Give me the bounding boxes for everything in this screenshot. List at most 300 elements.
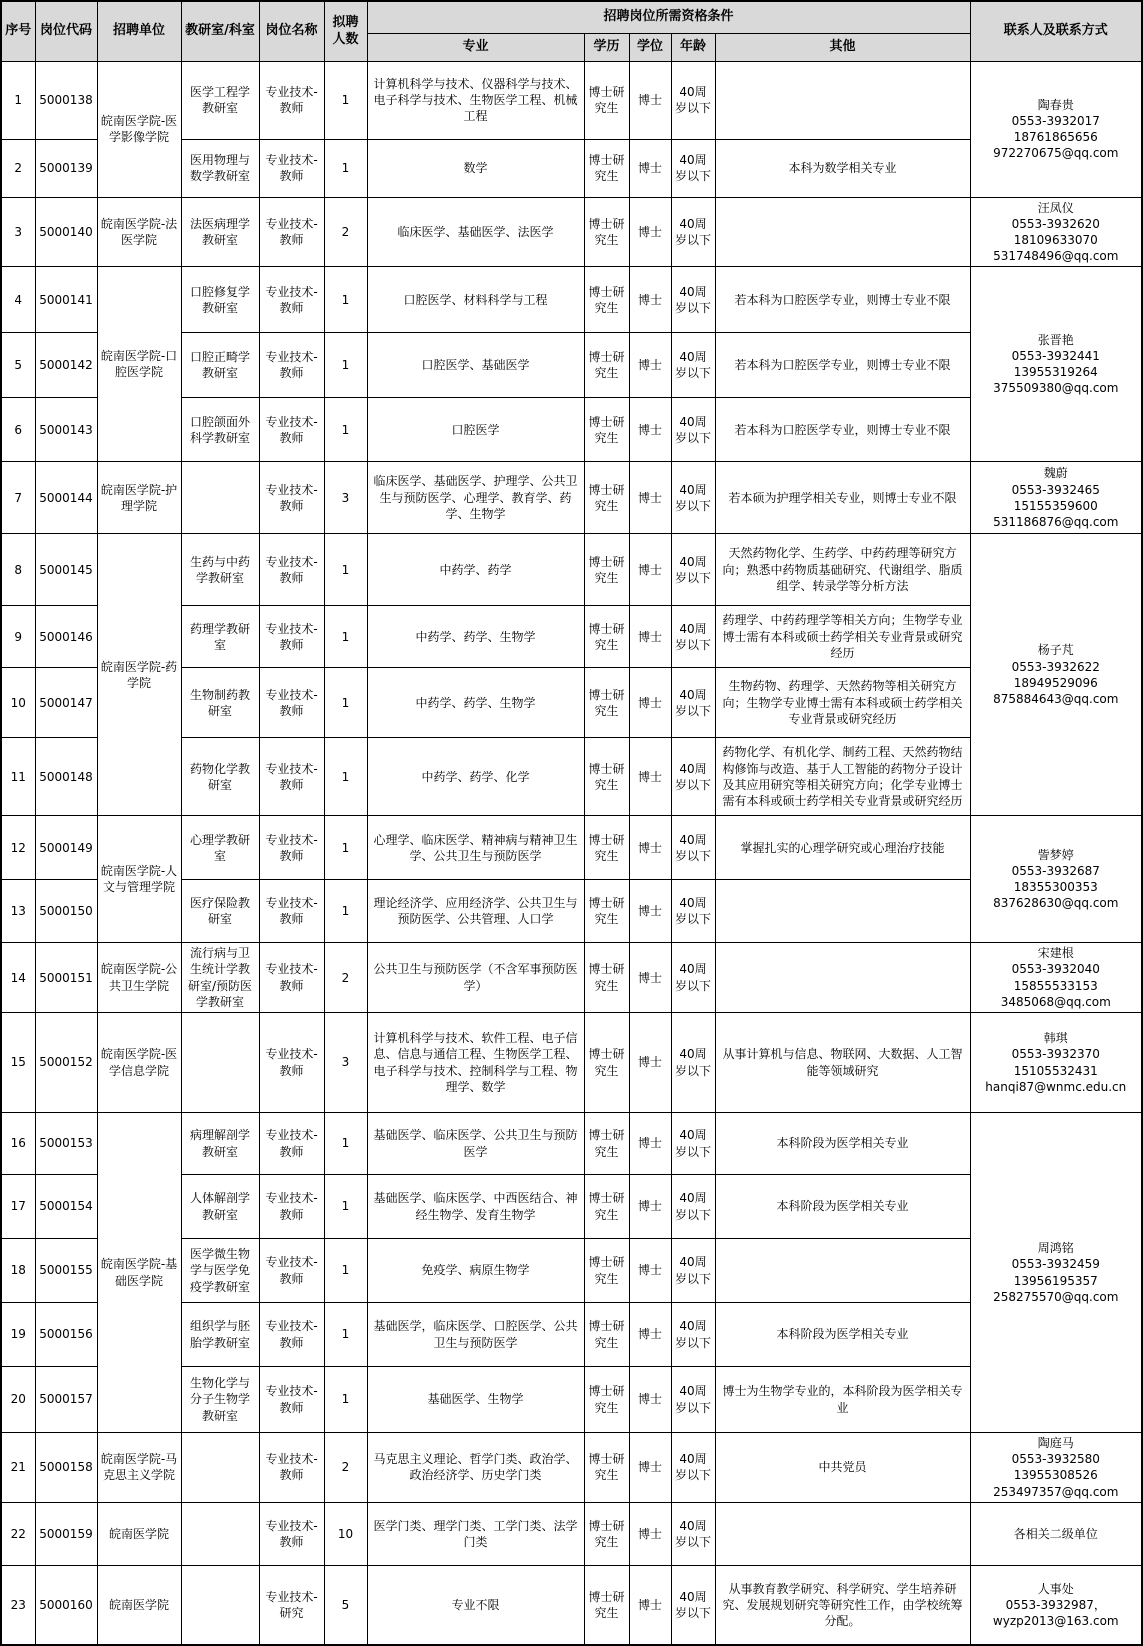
- cell-other: 天然药物化学、生药学、中药药理等研究方向；熟悉中药物质基础研究、代谢组学、脂质组学、转录学等分析方法: [715, 534, 970, 606]
- col-header-age: 年龄: [671, 33, 715, 61]
- contact-line: 杨子芃: [1037, 643, 1074, 658]
- cell-degree: 博士: [629, 197, 671, 267]
- cell-title: 专业技术-教师: [259, 880, 324, 943]
- cell-other: 若本科为口腔医学专业，则博士专业不限: [715, 398, 970, 462]
- cell-unit: 皖南医学院: [97, 1502, 181, 1565]
- cell-unit: 皖南医学院-人文与管理学院: [97, 816, 181, 943]
- cell-dept: 口腔正畸学教研室: [181, 333, 259, 398]
- contact-line: 宋建根: [1037, 946, 1074, 961]
- contact-line: 张晋艳: [1037, 332, 1074, 347]
- cell-count: 1: [324, 398, 367, 462]
- contact-line: 0553-3932459: [1011, 1257, 1100, 1272]
- contact-line: 0553-3932370: [1011, 1047, 1100, 1062]
- cell-other: [715, 61, 970, 139]
- cell-title: 专业技术-教师: [259, 1303, 324, 1367]
- col-header-major: 专业: [367, 33, 584, 61]
- cell-edu: 博士研究生: [584, 197, 629, 267]
- contact-line: 13955319264: [1013, 365, 1098, 380]
- cell-edu: 博士研究生: [584, 606, 629, 668]
- cell-edu: 博士研究生: [584, 267, 629, 333]
- cell-code: 5000157: [35, 1367, 97, 1433]
- cell-code: 5000155: [35, 1239, 97, 1303]
- cell-other: [715, 943, 970, 1013]
- cell-contact: [970, 267, 1142, 462]
- cell-title: 专业技术-教师: [259, 462, 324, 534]
- cell-title: 专业技术-教师: [259, 398, 324, 462]
- cell-other: 若本科为口腔医学专业，则博士专业不限: [715, 333, 970, 398]
- cell-age: 40周岁以下: [671, 462, 715, 534]
- table-header: [1, 1, 1142, 61]
- cell-age: 40周岁以下: [671, 1367, 715, 1433]
- table-row: [1, 816, 1142, 880]
- cell-age: 40周岁以下: [671, 1175, 715, 1239]
- cell-edu: 博士研究生: [584, 462, 629, 534]
- cell-title: 专业技术-教师: [259, 333, 324, 398]
- contact-line: 18761865656: [1013, 130, 1098, 144]
- cell-title: 专业技术-教师: [259, 943, 324, 1013]
- contact-line: 周鸿铭: [1037, 1241, 1074, 1256]
- cell-other: [715, 197, 970, 267]
- contact-line: 531186876@qq.com: [993, 514, 1119, 529]
- cell-age: 40周岁以下: [671, 267, 715, 333]
- cell-edu: 博士研究生: [584, 668, 629, 738]
- cell-count: 3: [324, 462, 367, 534]
- cell-edu: 博士研究生: [584, 1303, 629, 1367]
- cell-major: 临床医学、基础医学、护理学、公共卫生与预防医学、心理学、教育学、药学、生物学: [367, 462, 584, 534]
- cell-degree: 博士: [629, 1303, 671, 1367]
- cell-no: 12: [1, 816, 35, 880]
- cell-no: 17: [1, 1175, 35, 1239]
- cell-major: 公共卫生与预防医学（不含军事预防医学）: [367, 943, 584, 1013]
- cell-degree: 博士: [629, 606, 671, 668]
- contact-line: 837628630@qq.com: [993, 896, 1119, 911]
- cell-unit: 皖南医学院-口腔医学院: [97, 267, 181, 462]
- cell-dept: 口腔颌面外科学教研室: [181, 398, 259, 462]
- cell-no: 5: [1, 333, 35, 398]
- cell-major: 中药学、药学: [367, 534, 584, 606]
- cell-age: 40周岁以下: [671, 943, 715, 1013]
- cell-degree: 博士: [629, 398, 671, 462]
- col-header-contact: 联系人及联系方式: [970, 1, 1142, 61]
- cell-major: 医学门类、理学门类、工学门类、法学门类: [367, 1502, 584, 1565]
- cell-no: 19: [1, 1303, 35, 1367]
- cell-title: 专业技术-教师: [259, 61, 324, 139]
- cell-age: 40周岁以下: [671, 398, 715, 462]
- cell-count: 1: [324, 1175, 367, 1239]
- table-row: [1, 1013, 1142, 1113]
- table-row: [1, 1565, 1142, 1645]
- contact-line: 人事处: [1037, 1581, 1074, 1596]
- cell-title: 专业技术-教师: [259, 1175, 324, 1239]
- contact-line: 0553-3932987，: [1005, 1597, 1106, 1612]
- cell-no: 7: [1, 462, 35, 534]
- cell-no: 9: [1, 606, 35, 668]
- cell-edu: 博士研究生: [584, 534, 629, 606]
- cell-code: 5000153: [35, 1113, 97, 1175]
- cell-dept: 药物化学教研室: [181, 738, 259, 816]
- contact-line: 258275570@qq.com: [993, 1289, 1119, 1304]
- cell-count: 1: [324, 738, 367, 816]
- cell-title: 专业技术-教师: [259, 738, 324, 816]
- cell-count: 10: [324, 1502, 367, 1565]
- cell-other: 若本硕为护理学相关专业，则博士专业不限: [715, 462, 970, 534]
- cell-count: 1: [324, 1239, 367, 1303]
- cell-dept: 流行病与卫生统计学教研室/预防医学教研室: [181, 943, 259, 1013]
- cell-edu: 博士研究生: [584, 1502, 629, 1565]
- contact-line: 18949529096: [1013, 675, 1098, 690]
- cell-contact: [970, 534, 1142, 816]
- cell-title: 专业技术-教师: [259, 1113, 324, 1175]
- cell-edu: 博士研究生: [584, 816, 629, 880]
- contact-line: 0553-3932040: [1011, 962, 1100, 977]
- cell-code: 5000151: [35, 943, 97, 1013]
- cell-unit: 皖南医学院-药学院: [97, 534, 181, 816]
- cell-code: 5000159: [35, 1502, 97, 1565]
- cell-age: 40周岁以下: [671, 1502, 715, 1565]
- cell-age: 40周岁以下: [671, 1303, 715, 1367]
- cell-edu: 博士研究生: [584, 1367, 629, 1433]
- cell-count: 1: [324, 606, 367, 668]
- contact-line: 3485068@qq.com: [1000, 994, 1111, 1009]
- cell-title: 专业技术-教师: [259, 1367, 324, 1433]
- cell-major: 基础医学、生物学: [367, 1367, 584, 1433]
- cell-degree: 博士: [629, 61, 671, 139]
- cell-no: 2: [1, 139, 35, 197]
- cell-code: 5000142: [35, 333, 97, 398]
- cell-unit: 皖南医学院-基础医学院: [97, 1113, 181, 1433]
- cell-code: 5000160: [35, 1565, 97, 1645]
- cell-count: 1: [324, 139, 367, 197]
- cell-code: 5000147: [35, 668, 97, 738]
- cell-code: 5000148: [35, 738, 97, 816]
- contact-line: 韩琪: [1043, 1031, 1068, 1046]
- cell-code: 5000141: [35, 267, 97, 333]
- col-header-no: 序号: [1, 1, 35, 61]
- cell-dept: 生物化学与分子生物学教研室: [181, 1367, 259, 1433]
- cell-degree: 博士: [629, 943, 671, 1013]
- cell-dept: 组织学与胚胎学教研室: [181, 1303, 259, 1367]
- cell-code: 5000154: [35, 1175, 97, 1239]
- cell-major: 基础医学，临床医学、口腔医学、公共卫生与预防医学: [367, 1303, 584, 1367]
- cell-edu: 博士研究生: [584, 139, 629, 197]
- cell-dept: 生药与中药学教研室: [181, 534, 259, 606]
- cell-edu: 博士研究生: [584, 1175, 629, 1239]
- cell-degree: 博士: [629, 139, 671, 197]
- cell-other: 从事计算机与信息、物联网、大数据、人工智能等领域研究: [715, 1013, 970, 1113]
- contact-line: hanqi87@wnmc.edu.cn: [985, 1079, 1127, 1094]
- cell-age: 40周岁以下: [671, 1113, 715, 1175]
- col-header-other: 其他: [715, 33, 970, 61]
- cell-edu: 博士研究生: [584, 61, 629, 139]
- contact-line: 13956195357: [1013, 1273, 1098, 1288]
- cell-no: 22: [1, 1502, 35, 1565]
- cell-count: 1: [324, 880, 367, 943]
- contact-line: 253497357@qq.com: [993, 1484, 1119, 1499]
- contact-line: 陶庭马: [1037, 1436, 1074, 1450]
- col-header-degree: 学位: [629, 33, 671, 61]
- cell-no: 11: [1, 738, 35, 816]
- table-row: [1, 1433, 1142, 1503]
- contact-line: 0553-3932620: [1011, 216, 1100, 231]
- contact-line: 972270675@qq.com: [993, 146, 1119, 161]
- cell-dept: [181, 1433, 259, 1503]
- contact-line: 陶春贵: [1037, 97, 1074, 112]
- cell-degree: 博士: [629, 1175, 671, 1239]
- cell-code: 5000140: [35, 197, 97, 267]
- cell-no: 10: [1, 668, 35, 738]
- cell-count: 1: [324, 668, 367, 738]
- cell-major: 免疫学、病原生物学: [367, 1239, 584, 1303]
- cell-dept: 医疗保险教研室: [181, 880, 259, 943]
- cell-major: 口腔医学、材料科学与工程: [367, 267, 584, 333]
- cell-degree: 博士: [629, 267, 671, 333]
- cell-count: 2: [324, 197, 367, 267]
- cell-age: 40周岁以下: [671, 1565, 715, 1645]
- cell-code: 5000150: [35, 880, 97, 943]
- table-row: [1, 197, 1142, 267]
- cell-dept: [181, 1565, 259, 1645]
- cell-age: 40周岁以下: [671, 1239, 715, 1303]
- cell-other: 本科为数学相关专业: [715, 139, 970, 197]
- cell-degree: 博士: [629, 1367, 671, 1433]
- cell-degree: 博士: [629, 1502, 671, 1565]
- table-row: [1, 534, 1142, 606]
- cell-title: 专业技术-教师: [259, 197, 324, 267]
- cell-code: 5000139: [35, 139, 97, 197]
- cell-dept: [181, 1502, 259, 1565]
- cell-dept: 医学微生物学与医学免疫学教研室: [181, 1239, 259, 1303]
- cell-no: 20: [1, 1367, 35, 1433]
- cell-degree: 博士: [629, 1433, 671, 1503]
- contact-line: 各相关二级单位: [1013, 1526, 1098, 1541]
- cell-title: 专业技术-教师: [259, 267, 324, 333]
- cell-major: 中药学、药学、生物学: [367, 668, 584, 738]
- cell-degree: 博士: [629, 462, 671, 534]
- cell-major: 口腔医学、基础医学: [367, 333, 584, 398]
- cell-age: 40周岁以下: [671, 1013, 715, 1113]
- cell-unit: 皖南医学院-公共卫生学院: [97, 943, 181, 1013]
- cell-major: 马克思主义理论、哲学门类、政治学、政治经济学、历史学门类: [367, 1433, 584, 1503]
- cell-major: 心理学、临床医学、精神病与精神卫生学、公共卫生与预防医学: [367, 816, 584, 880]
- cell-title: 专业技术-教师: [259, 816, 324, 880]
- contact-line: 0553-3932687: [1011, 864, 1100, 879]
- cell-other: 若本科为口腔医学专业，则博士专业不限: [715, 267, 970, 333]
- cell-major: 计算机科学与技术、软件工程、电子信息、信息与通信工程、生物医学工程、电子科学与技术、控制科学与工程、物理学、数学: [367, 1013, 584, 1113]
- cell-other: [715, 1502, 970, 1565]
- cell-age: 40周岁以下: [671, 816, 715, 880]
- cell-edu: 博士研究生: [584, 1565, 629, 1645]
- cell-major: 专业不限: [367, 1565, 584, 1645]
- cell-age: 40周岁以下: [671, 333, 715, 398]
- cell-degree: 博士: [629, 1013, 671, 1113]
- cell-title: 专业技术-教师: [259, 606, 324, 668]
- cell-title: 专业技术-教师: [259, 1502, 324, 1565]
- cell-count: 1: [324, 1113, 367, 1175]
- cell-edu: 博士研究生: [584, 1239, 629, 1303]
- cell-age: 40周岁以下: [671, 197, 715, 267]
- cell-age: 40周岁以下: [671, 880, 715, 943]
- cell-other: 中共党员: [715, 1433, 970, 1503]
- col-header-code: 岗位代码: [35, 1, 97, 61]
- cell-dept: 病理解剖学教研室: [181, 1113, 259, 1175]
- cell-other: 本科阶段为医学相关专业: [715, 1113, 970, 1175]
- cell-age: 40周岁以下: [671, 139, 715, 197]
- cell-major: 基础医学、临床医学、中西医结合、神经生物学、发育生物学: [367, 1175, 584, 1239]
- cell-contact: [970, 1502, 1142, 1565]
- cell-edu: 博士研究生: [584, 880, 629, 943]
- cell-unit: 皖南医学院: [97, 1565, 181, 1645]
- table-body: [1, 61, 1142, 1645]
- contact-line: 0553-3932017: [1011, 113, 1100, 128]
- cell-other: 药物化学、有机化学、制药工程、天然药物结构修饰与改造、基于人工智能的药物分子设计及其应用研究等相关研究方向；化学专业博士需有本科或硕士药学相关专业背景或研究经历: [715, 738, 970, 816]
- cell-count: 2: [324, 1433, 367, 1503]
- cell-code: 5000156: [35, 1303, 97, 1367]
- cell-count: 1: [324, 534, 367, 606]
- col-header-title: 岗位名称: [259, 1, 324, 61]
- contact-line: wyzp2013@163.com: [992, 1614, 1119, 1629]
- cell-count: 1: [324, 816, 367, 880]
- cell-title: 专业技术-教师: [259, 1239, 324, 1303]
- cell-age: 40周岁以下: [671, 738, 715, 816]
- contact-line: 15105532431: [1013, 1063, 1098, 1078]
- cell-major: 口腔医学: [367, 398, 584, 462]
- contact-line: 0553-3932622: [1011, 659, 1100, 674]
- col-header-unit: 招聘单位: [97, 1, 181, 61]
- contact-line: 訾梦婷: [1037, 847, 1074, 862]
- table-row: [1, 943, 1142, 1013]
- cell-contact: [970, 1113, 1142, 1433]
- cell-count: 5: [324, 1565, 367, 1645]
- table-row: [1, 61, 1142, 139]
- cell-no: 1: [1, 61, 35, 139]
- cell-unit: 皖南医学院-医学影像学院: [97, 61, 181, 197]
- table-row: [1, 1502, 1142, 1565]
- cell-no: 14: [1, 943, 35, 1013]
- col-header-count: 拟聘人数: [324, 1, 367, 61]
- contact-line: 0553-3932441: [1011, 349, 1100, 364]
- cell-major: 中药学、药学、化学: [367, 738, 584, 816]
- contact-line: 15855533153: [1013, 978, 1098, 993]
- cell-degree: 博士: [629, 668, 671, 738]
- cell-other: [715, 880, 970, 943]
- cell-no: 21: [1, 1433, 35, 1503]
- cell-title: 专业技术-教师: [259, 534, 324, 606]
- cell-major: 数学: [367, 139, 584, 197]
- cell-title: 专业技术-教师: [259, 1433, 324, 1503]
- cell-unit: 皖南医学院-医学信息学院: [97, 1013, 181, 1113]
- cell-no: 3: [1, 197, 35, 267]
- cell-dept: 心理学教研室: [181, 816, 259, 880]
- cell-dept: [181, 1013, 259, 1113]
- table-row: [1, 267, 1142, 333]
- contact-line: 魏蔚: [1043, 466, 1068, 481]
- contact-line: 18355300353: [1013, 880, 1098, 895]
- header-row-1: [1, 1, 1142, 33]
- table-row: [1, 1113, 1142, 1175]
- cell-major: 中药学、药学、生物学: [367, 606, 584, 668]
- cell-degree: 博士: [629, 880, 671, 943]
- col-header-dept: 教研室/科室: [181, 1, 259, 61]
- contact-line: 0553-3932465: [1011, 482, 1100, 497]
- cell-code: 5000138: [35, 61, 97, 139]
- cell-other: 生物药物、药理学、天然药物等相关研究方向；生物学专业博士需有本科或硕士药学相关专业背景或研究经历: [715, 668, 970, 738]
- cell-no: 8: [1, 534, 35, 606]
- cell-contact: [970, 197, 1142, 267]
- cell-no: 13: [1, 880, 35, 943]
- cell-title: 专业技术-教师: [259, 139, 324, 197]
- cell-count: 1: [324, 1367, 367, 1433]
- cell-code: 5000146: [35, 606, 97, 668]
- cell-age: 40周岁以下: [671, 606, 715, 668]
- cell-age: 40周岁以下: [671, 534, 715, 606]
- cell-edu: 博士研究生: [584, 1113, 629, 1175]
- cell-major: 理论经济学、应用经济学、公共卫生与预防医学、公共管理、人口学: [367, 880, 584, 943]
- cell-count: 1: [324, 267, 367, 333]
- cell-dept: 口腔修复学教研室: [181, 267, 259, 333]
- col-header-edu: 学历: [584, 33, 629, 61]
- cell-dept: [181, 462, 259, 534]
- cell-major: 基础医学、临床医学、公共卫生与预防医学: [367, 1113, 584, 1175]
- cell-code: 5000144: [35, 462, 97, 534]
- cell-edu: 博士研究生: [584, 943, 629, 1013]
- cell-code: 5000143: [35, 398, 97, 462]
- contact-line: 汪凤仪: [1037, 200, 1074, 215]
- cell-no: 4: [1, 267, 35, 333]
- cell-code: 5000158: [35, 1433, 97, 1503]
- cell-degree: 博士: [629, 534, 671, 606]
- contact-line: 0553-3932580: [1011, 1452, 1100, 1467]
- table-row: [1, 462, 1142, 534]
- cell-title: 专业技术-教师: [259, 668, 324, 738]
- cell-code: 5000149: [35, 816, 97, 880]
- cell-dept: 生物制药教研室: [181, 668, 259, 738]
- cell-other: [715, 1239, 970, 1303]
- cell-dept: 医用物理与数学教研室: [181, 139, 259, 197]
- cell-edu: 博士研究生: [584, 398, 629, 462]
- cell-dept: 药理学教研室: [181, 606, 259, 668]
- cell-count: 3: [324, 1013, 367, 1113]
- cell-unit: 皖南医学院-马克思主义学院: [97, 1433, 181, 1503]
- cell-contact: [970, 943, 1142, 1013]
- cell-other: 本科阶段为医学相关专业: [715, 1175, 970, 1239]
- cell-title: 专业技术-教师: [259, 1013, 324, 1113]
- contact-line: 875884643@qq.com: [993, 691, 1119, 706]
- cell-contact: [970, 1433, 1142, 1503]
- col-header-qualifications: 招聘岗位所需资格条件: [367, 1, 970, 33]
- cell-no: 6: [1, 398, 35, 462]
- cell-code: 5000145: [35, 534, 97, 606]
- cell-code: 5000152: [35, 1013, 97, 1113]
- cell-major: 计算机科学与技术、仪器科学与技术、电子科学与技术、生物医学工程、机械工程: [367, 61, 584, 139]
- cell-no: 16: [1, 1113, 35, 1175]
- cell-contact: [970, 61, 1142, 197]
- cell-contact: [970, 1013, 1142, 1113]
- cell-major: 临床医学、基础医学、法医学: [367, 197, 584, 267]
- cell-title: 专业技术-研究: [259, 1565, 324, 1645]
- contact-line: 531748496@qq.com: [993, 249, 1119, 264]
- cell-unit: 皖南医学院-法医学院: [97, 197, 181, 267]
- cell-degree: 博士: [629, 1565, 671, 1645]
- cell-degree: 博士: [629, 1239, 671, 1303]
- cell-count: 2: [324, 943, 367, 1013]
- cell-contact: [970, 462, 1142, 534]
- cell-degree: 博士: [629, 738, 671, 816]
- cell-contact: [970, 816, 1142, 943]
- cell-count: 1: [324, 333, 367, 398]
- cell-dept: 医学工程学教研室: [181, 61, 259, 139]
- cell-count: 1: [324, 61, 367, 139]
- cell-other: 药理学、中药药理学等相关方向；生物学专业博士需有本科或硕士药学相关专业背景或研究经历: [715, 606, 970, 668]
